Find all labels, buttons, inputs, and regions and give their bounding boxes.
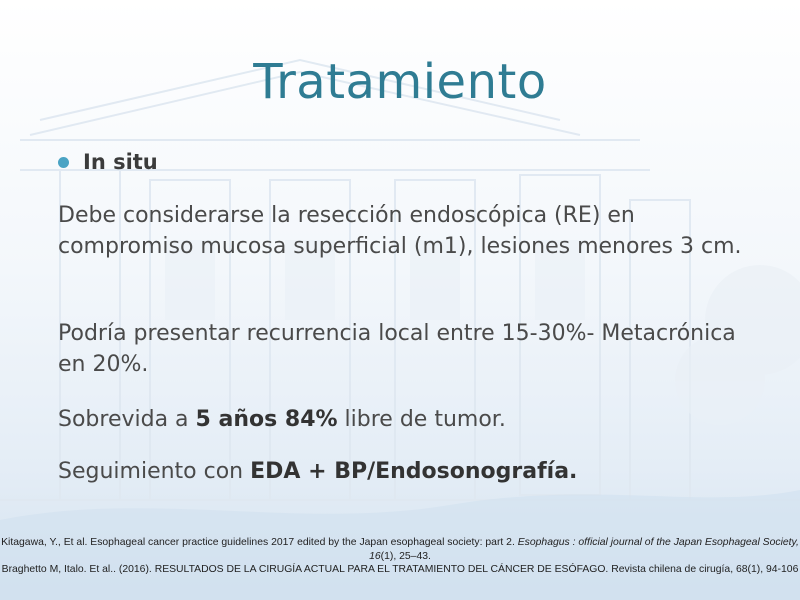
reference-2: Braghetto M, Italo. Et al.. (2016). RESULTADOS DE LA CIRUGÍA ACTUAL PARA EL TRATAMIENTO DEL CÁNCER DE ESÓFAGO. Revista chilena de cirugía, 68(1), 94-106 (1, 564, 799, 575)
slide-title: Tratamiento (253, 54, 547, 110)
reference-1 (0, 536, 800, 563)
survival-suffix: libre de tumor. (337, 407, 506, 432)
reference-1-journal: Esophagus : official journal of the Japan Esophageal Society, 16 (369, 537, 799, 562)
followup-prefix: Seguimiento con (58, 459, 251, 484)
survival-prefix: Sobrevida a (58, 407, 196, 432)
bullet-icon (58, 157, 69, 168)
followup-highlight: EDA + BP/Endosonografía. (250, 459, 578, 484)
paragraph-resection: Debe considerarse la resección endoscópica (RE) en compromiso mucosa superficial (m1), lesiones menores 3 cm. (58, 203, 742, 259)
paragraph-recurrence: Podría presentar recurrencia local entre 15-30%- Metacrónica en 20%. (58, 321, 736, 377)
references (0, 536, 800, 577)
bullet-label: In situ (83, 150, 158, 174)
survival-highlight: 5 años 84% (195, 407, 338, 432)
paragraph-followup (58, 456, 758, 487)
bullet-item (58, 150, 158, 174)
reference-1-tail: (1), 25–43. (380, 550, 431, 562)
paragraph-survival (58, 404, 758, 435)
reference-1-text: Kitagawa, Y., Et al. Esophageal cancer practice guidelines 2017 edited by the Japan esophageal society: part 2. (1, 537, 518, 548)
